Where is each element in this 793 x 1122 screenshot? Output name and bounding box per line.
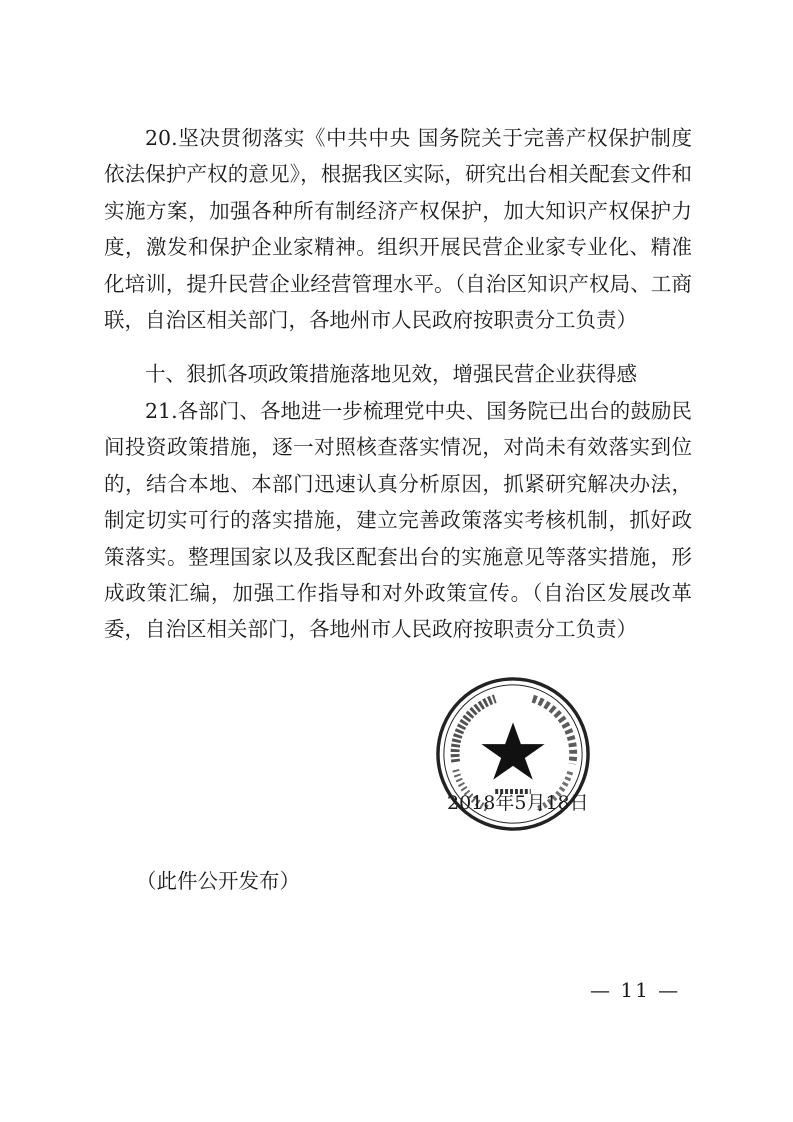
paragraph-20: 20.坚决贯彻落实《中共中央 国务院关于完善产权保护制度依法保护产权的意见》，根据我区实际，研究出台相关配套文件和实施方案，加强各种所有制经济产权保护，加大知识产权保护力度，激发和保护企业家精神。组织开展民营企业家专业化、精准化培训，提升民营企业经营管理水平。（自治区知识产权局、工商联，自治区相关部门，各地州市人民政府按职责分工负责） [104,126,692,333]
paragraph-21: 21.各部门、各地进一步梳理党中央、国务院已出台的鼓励民间投资政策措施，逐一对照核查落实情况，对尚未有效落实到位的，结合本地、本部门迅速认真分析原因，抓紧研究解决办法，制定切实可行的落实措施，建立完善政策落实考核机制，抓好政策落实。整理国家以及我区配套出台的实施意见等落实措施，形成政策汇编，加强工作指导和对外政策宣传。（自治区发展改革委，自治区相关部门，各地州市人民政府按职责分工负责） [104,399,692,642]
section-heading: 十、狠抓各项政策措施落地见效，增强民营企业获得感 [145,362,637,386]
page-number: — 11 — [590,978,681,1002]
publication-note: （此件公开发布） [136,869,300,893]
issue-date: 2018年5月18日 [447,792,589,814]
